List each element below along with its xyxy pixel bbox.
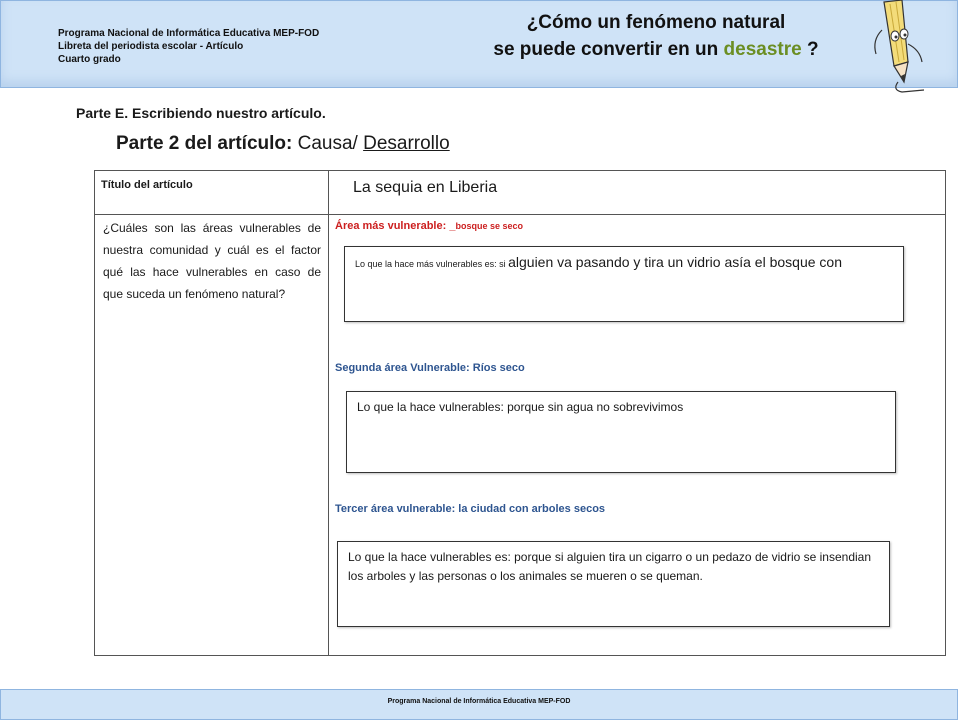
header-meta [58, 27, 319, 66]
column-divider [328, 171, 329, 655]
part-2-label: Parte 2 del artículo: [116, 133, 293, 154]
area-1-answer-box [344, 246, 904, 322]
part-2-development: Desarrollo [363, 133, 450, 154]
part-2-cause: Causa/ [292, 133, 364, 154]
article-table [94, 170, 946, 656]
grade-level: Cuarto grado [58, 54, 121, 65]
area-1-answer: alguien va pasando y tira un vidrio asía el bosque con [508, 254, 842, 270]
area-1-label [335, 220, 523, 232]
header-banner [0, 0, 958, 88]
article-title-label: Título del artículo [101, 179, 193, 191]
row-divider [95, 214, 945, 215]
area-3-answer-box [337, 541, 890, 627]
area-1-label-text: Área más vulnerable: _ [335, 220, 456, 232]
area-2-answer: Lo que la hace vulnerables: porque sin agua no sobrevivimos [357, 400, 684, 414]
area-3-label: Tercer área vulnerable: la ciudad con arboles secos [335, 503, 606, 515]
area-1-value: bosque se seco [455, 221, 523, 231]
title-prefix: se puede convertir en un [493, 39, 724, 60]
program-name: Programa Nacional de Informática Educativa MEP-FOD [58, 28, 320, 39]
area-1-answer-prefix: Lo que la hace más vulnerables es: si [355, 259, 509, 269]
footer-banner [0, 689, 958, 720]
title-line-2 [431, 36, 881, 63]
title-line-1: ¿Cómo un fenómeno natural [526, 12, 786, 33]
article-title-value: La sequia en Liberia [353, 179, 498, 196]
area-3-answer: Lo que la hace vulnerables es: porque si alguien tira un cigarro o un pedazo de vidrio se insendian los arboles y las personas o los animales se mueren o se queman. [348, 550, 872, 583]
area-2-label: Segunda área Vulnerable: Ríos seco [335, 362, 525, 374]
title-accent-word: desastre [723, 39, 802, 60]
notebook-name: Libreta del periodista escolar - Artículo [58, 41, 244, 52]
area-2-answer-box [346, 391, 896, 473]
part-e-heading: Parte E. Escribiendo nuestro artículo. [76, 105, 326, 121]
footer-text: Programa Nacional de Informática Educativa MEP-FOD [387, 698, 571, 705]
title-suffix: ? [801, 39, 819, 60]
pencil-mascot-icon [862, 0, 932, 96]
vulnerability-question: ¿Cuáles son las áreas vulnerables de nuestra comunidad y cuál es el factor qué las hace vulnerables en caso de que suceda un fenómeno natural? [103, 221, 321, 301]
part-2-heading [116, 133, 450, 155]
page-title [431, 9, 881, 63]
